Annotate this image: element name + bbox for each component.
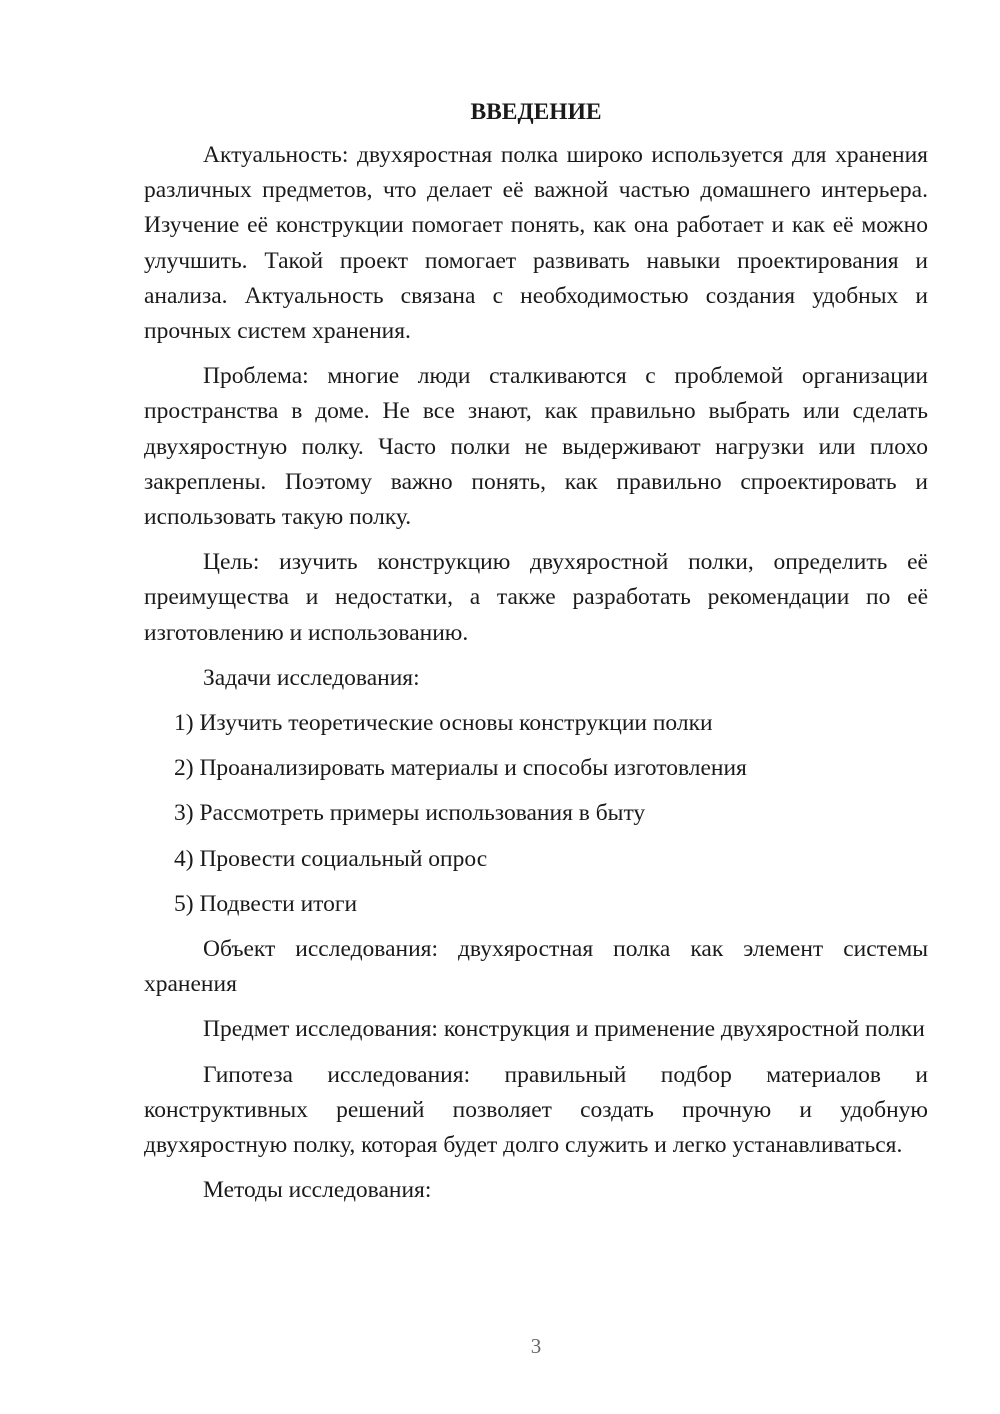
paragraph-subject: Предмет исследования: конструкция и применение двухяростной полки [203, 1016, 925, 1043]
list-item: 3) Рассмотреть примеры использования в быту [174, 800, 646, 827]
paragraph-goal: Цель: изучить конструкцию двухяростной полки, определить её преимущества и недостатки, а также разработать рекомендации по её изготовлению и использованию. [144, 549, 928, 646]
paragraph-object: Объект исследования: двухяростная полка как элемент системы хранения [144, 936, 928, 998]
paragraph-relevance: Актуальность: двухяростная полка широко используется для хранения различных предметов, что делает её важной частью домашнего интерьера. Изучение её конструкции помогает понять, как она работает и как её можно улучшить. Такой проект помогает развивать навыки проектирования и анализа. Актуальность связана с необходимостью создания удобных и прочных систем хранения. [144, 142, 928, 345]
list-item: 5) Подвести итоги [174, 890, 358, 917]
paragraph-problem: Проблема: многие люди сталкиваются с проблемой организации пространства в доме. Не все знают, как правильно выбрать или сделать двухяростную полку. Часто полки не выдерживают нагрузки или плохо закреплены. Поэтому важно понять, как правильно спроектировать и использовать такую полку. [144, 363, 928, 531]
paragraph-methods: Методы исследования: [203, 1177, 432, 1204]
paragraph-hypothesis: Гипотеза исследования: правильный подбор материалов и конструктивных решений позволяет создать прочную и удобную двухяростную полку, которая будет долго служить и легко устанавливаться. [144, 1061, 928, 1159]
section-heading: ВВЕДЕНИЕ [470, 99, 602, 125]
page-number: 3 [530, 1334, 542, 1358]
list-item: 2) Проанализировать материалы и способы изготовления [174, 755, 747, 782]
list-item: 1) Изучить теоретические основы конструкции полки [174, 710, 713, 737]
page-content [144, 96, 928, 1218]
paragraph-tasks-title: Задачи исследования: [203, 664, 420, 691]
tasks-list [144, 706, 928, 922]
list-item: 4) Провести социальный опрос [174, 845, 488, 872]
